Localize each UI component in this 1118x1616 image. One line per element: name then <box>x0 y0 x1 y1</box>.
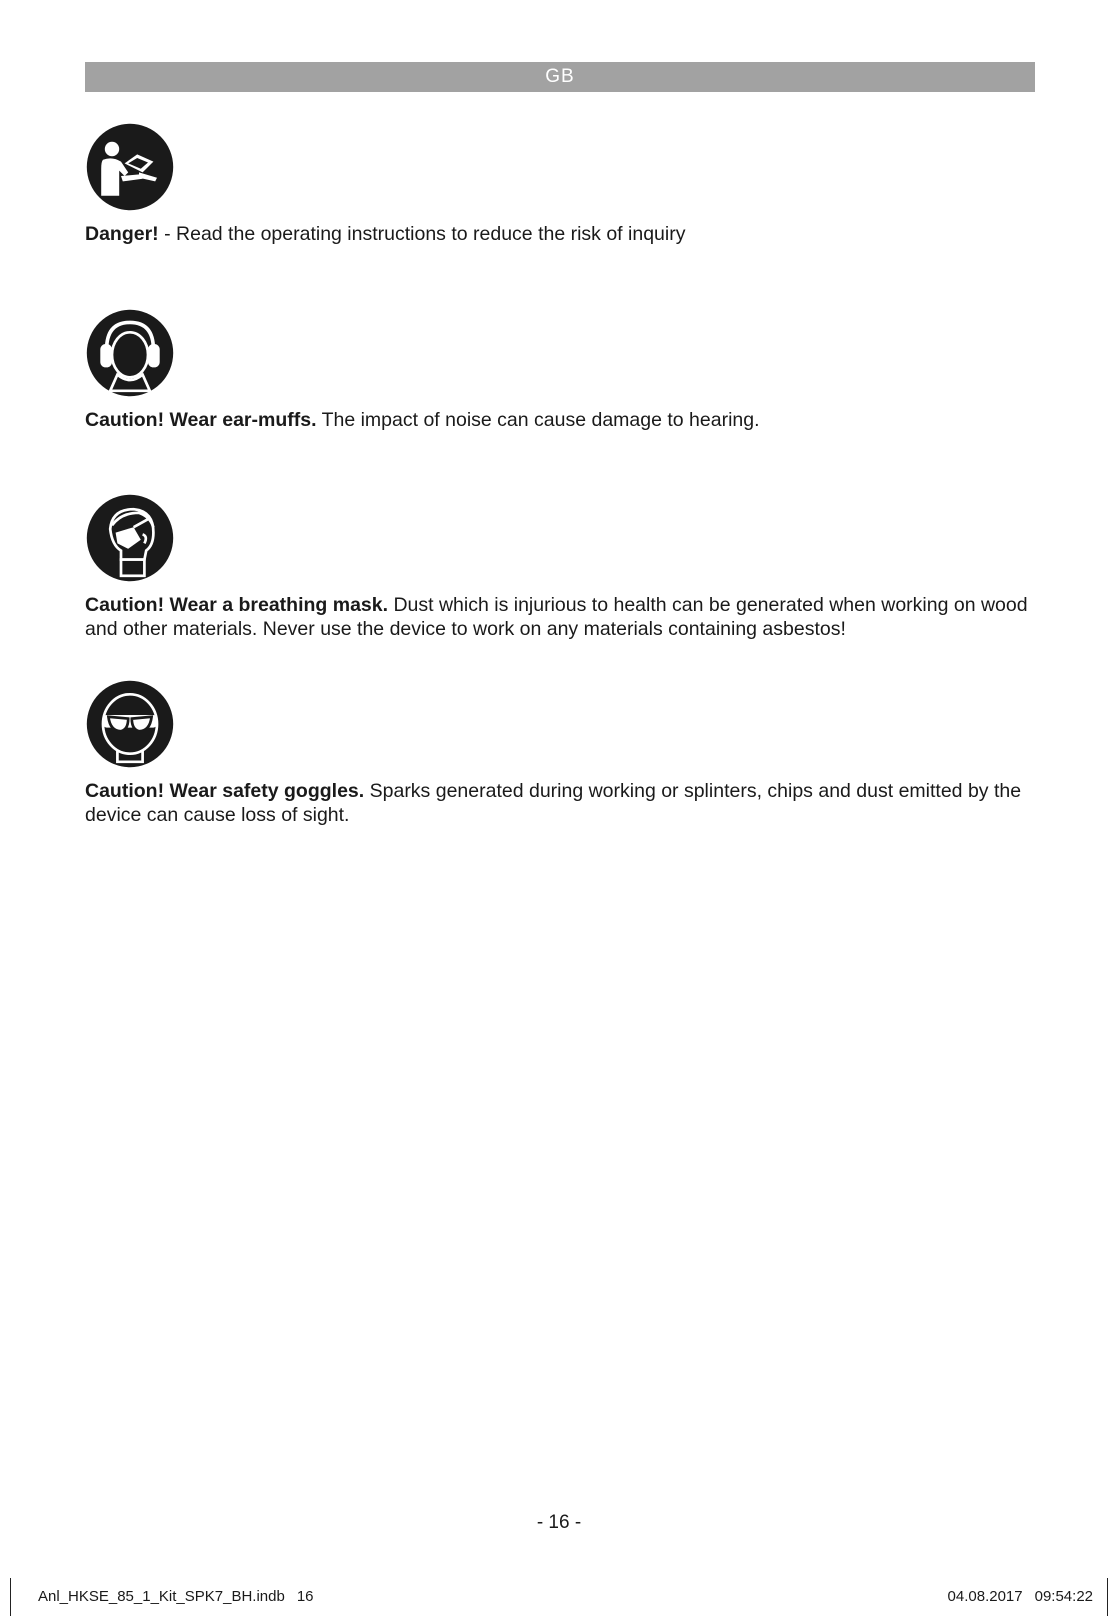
notice-text <box>85 593 1035 641</box>
footer-file-name: Anl_HKSE_85_1_Kit_SPK7_BH.indb <box>38 1588 285 1605</box>
crop-mark-left <box>10 1578 11 1616</box>
notice-lead: Danger! <box>85 223 159 245</box>
footer-timestamp <box>948 1588 1093 1605</box>
notice-text <box>85 408 1035 432</box>
notice-body: The impact of noise can cause damage to hearing. <box>316 409 760 431</box>
notice-lead: Caution! Wear a breathing mask. <box>85 594 389 616</box>
notice-lead: Caution! Wear safety goggles. <box>85 780 365 802</box>
notice-text <box>85 779 1035 827</box>
notice-safety-goggles <box>85 679 1035 827</box>
notice-body: Dust which is injurious to health can be generated when working on wood and other materials. Never use the device to work on any materials containing asbestos! <box>85 594 1028 640</box>
footer-file-page: 16 <box>296 1588 314 1605</box>
crop-mark-right <box>1107 1578 1108 1616</box>
language-header-bar <box>85 62 1035 92</box>
breathing-mask-icon <box>85 493 175 583</box>
safety-goggles-icon <box>85 679 175 769</box>
notice-lead: Caution! Wear ear-muffs. <box>85 409 317 431</box>
notice-breathing-mask <box>85 493 1035 641</box>
notice-body: - Read the operating instructions to reduce the risk of inquiry <box>158 223 686 245</box>
notice-read-instructions <box>85 122 1035 246</box>
footer-date: 04.08.2017 <box>947 1588 1023 1605</box>
notice-body: Sparks generated during working or splinters, chips and dust emitted by the device can cause loss of sight. <box>85 780 1022 826</box>
footer-time: 09:54:22 <box>1034 1588 1093 1605</box>
read-manual-icon <box>85 122 175 212</box>
ear-muffs-icon <box>85 308 175 398</box>
language-code: GB <box>545 66 575 87</box>
page-number: - 16 - <box>536 1512 582 1533</box>
notice-text <box>85 222 1035 246</box>
notice-ear-muffs <box>85 308 1035 432</box>
footer-file-info <box>38 1588 314 1605</box>
